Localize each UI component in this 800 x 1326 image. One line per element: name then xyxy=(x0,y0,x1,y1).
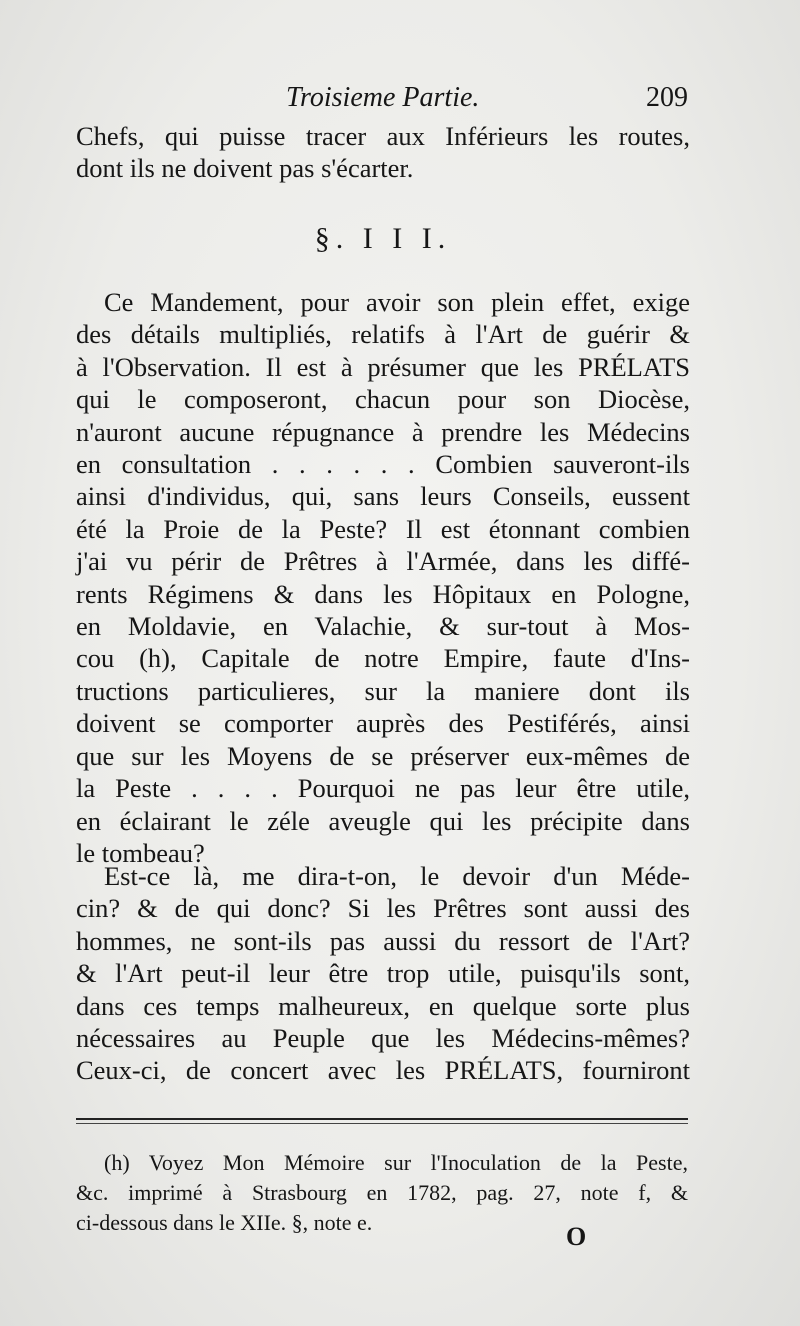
text-line: à l'Observation. Il est à présumer que les PRÉLATS xyxy=(76,351,690,382)
footnote-line: &c. imprimé à Strasbourg en 1782, pag. 27, note f, & xyxy=(76,1180,688,1205)
text-line: ainsi d'individus, qui, sans leurs Conseils, eussent xyxy=(76,481,690,512)
text-line: été la Proie de la Peste? Il est étonnant combien xyxy=(76,513,690,544)
text-line: Ce Mandement, pour avoir son plein effet, exige xyxy=(104,287,690,317)
text-line: dont ils ne doivent pas s'écarter. xyxy=(76,153,414,184)
catchword: O xyxy=(566,1222,587,1251)
text-line: Est-ce là, me dira-t-on, le devoir d'un Méde- xyxy=(104,861,690,891)
text-line: cin? & de qui donc? Si les Prêtres sont aussi des xyxy=(76,893,690,924)
paragraph-1 xyxy=(76,286,690,869)
footnote-rule-thin xyxy=(76,1123,688,1124)
text-line: rents Régimens & dans les Hôpitaux en Pologne, xyxy=(76,578,690,609)
text-line: en consultation . . . . . . Combien sauveront-ils xyxy=(76,449,690,480)
text-line: qui le composeront, chacun pour son Diocèse, xyxy=(76,384,690,415)
text-line: j'ai vu périr de Prêtres à l'Armée, dans les diffé- xyxy=(76,546,690,577)
text-line: Chefs, qui puisse tracer aux Inférieurs les routes, xyxy=(76,121,690,151)
text-line: en Moldavie, en Valachie, & sur-tout à Mos- xyxy=(76,611,690,642)
section-heading: §. I I I. xyxy=(314,222,452,255)
page-number: 209 xyxy=(646,82,688,113)
footnote-rule xyxy=(76,1118,688,1120)
running-head: Troisieme Partie. xyxy=(286,82,480,113)
paragraph-2 xyxy=(76,860,690,1087)
text-line: la Peste . . . . Pourquoi ne pas leur être utile, xyxy=(76,773,690,804)
footnote-line: (h) Voyez Mon Mémoire sur l'Inoculation de la Peste, xyxy=(104,1150,688,1175)
text-line: tructions particulieres, sur la maniere dont ils xyxy=(76,675,690,706)
text-line: cou (h), Capitale de notre Empire, faute d'Ins- xyxy=(76,643,690,674)
footnote-line: ci-dessous dans le XIIe. §, note e. xyxy=(76,1210,373,1235)
opening-lines xyxy=(76,120,690,185)
text-line: dans ces temps malheureux, en quelque sorte plus xyxy=(76,990,690,1021)
text-line: en éclairant le zéle aveugle qui les précipite dans xyxy=(76,805,690,836)
text-line: que sur les Moyens de se préserver eux-mêmes de xyxy=(76,740,690,771)
text-line: & l'Art peut-il leur être trop utile, puisqu'ils sont, xyxy=(76,958,690,989)
page-header xyxy=(76,74,688,114)
text-line: Ceux-ci, de concert avec les PRÉLATS, fourniront xyxy=(76,1055,690,1086)
text-line: le tombeau? xyxy=(76,837,205,868)
text-line: des détails multipliés, relatifs à l'Art de guérir & xyxy=(76,319,690,350)
text-line: hommes, ne sont-ils pas aussi du ressort de l'Art? xyxy=(76,925,690,956)
text-line: doivent se comporter auprès des Pestiférés, ainsi xyxy=(76,708,690,739)
text-line: n'auront aucune répugnance à prendre les Médecins xyxy=(76,416,690,447)
footnote xyxy=(76,1148,688,1238)
text-line: nécessaires au Peuple que les Médecins-mêmes? xyxy=(76,1023,690,1054)
